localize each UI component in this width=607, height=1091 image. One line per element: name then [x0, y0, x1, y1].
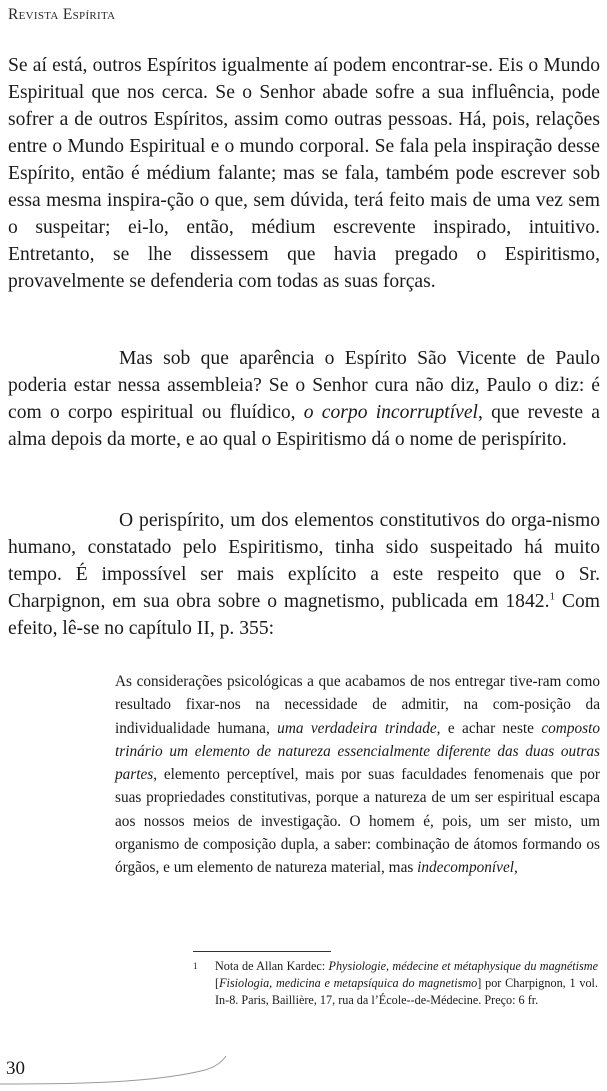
footnote-text-part: ] por Charpignon, 1 vol. In-8. Paris, Baillière, 17, rua da l’École--de-Médecine. Preço: 6 fr. [215, 976, 598, 1007]
footnote-reference[interactable]: 1 [549, 590, 555, 603]
footnote [193, 958, 598, 1009]
italic-phrase: o corpo incorruptível [303, 402, 478, 423]
body-paragraph-2 [8, 345, 600, 453]
paragraph-text-part: Mas sob que aparência o Espírito São Vicente de Paulo poderia estar nessa assembleia? Se o Senhor cura não diz, Paulo o diz: é com o corpo espiritual ou fluídico, [8, 348, 600, 423]
italic-phrase: composto trinário um elemento de natureza essencialmente diferente das duas outras partes [115, 719, 600, 784]
body-paragraph-3 [8, 507, 600, 642]
footnote-text [215, 958, 598, 1009]
paragraph-text: Se aí está, outros Espíritos igualmente aí podem encontrar-se. Eis o Mundo Espiritual que nos cerca. Se o Senhor abade sofre a sua influência, pode sofrer a de outros Espíritos, assim como outras pessoas. Há, pois, relações entre o Mundo Espiritual e o mundo corporal. Se fala pela inspiração desse Espírito, então é médium falante; mas se fala, também pode escrever sob essa mesma inspira-ção o que, sem dúvida, terá feito mais de uma vez sem o suspeitar; ei-lo, então, médium escrevente inspirado, intuitivo. Entretanto, se lhe dissessem que havia pregado o Espiritismo, provavelmente se defenderia com todas as suas forças. [8, 55, 600, 292]
italic-phrase: uma verdadeira trindade [277, 719, 437, 737]
block-quote [115, 670, 600, 880]
quote-text-part: As considerações psicológicas a que acabamos de nos entregar tive-ram como resultado fixar-nos na necessidade de admitir, na com-posição da individualidade humana, [115, 673, 600, 737]
footnote-divider [193, 951, 331, 952]
footnote-text-part: Nota de Allan Kardec: [215, 959, 329, 973]
italic-title: Fisiologia, medicina e metapsíquica do magnetismo [219, 976, 478, 990]
italic-title: Physiologie, médecine et métaphysique du magnétisme [328, 959, 598, 973]
page-number: 30 [6, 1058, 25, 1079]
paragraph-text-part: , que reveste a alma depois da morte, e ao qual o Espiritismo dá o nome de perispírito. [8, 402, 600, 450]
paragraph-text [8, 345, 600, 453]
body-paragraph-1 [8, 52, 600, 295]
footnote-number: 1 [193, 961, 198, 971]
running-header: Revista Espírita [8, 6, 116, 23]
footnote-text-part: [ [215, 976, 220, 990]
quote-text-part: , e achar neste [436, 719, 542, 737]
paragraph-text-part: Com efeito, lê-se no capítulo II, p. 355: [8, 591, 600, 639]
quote-text-part: , elemento perceptível, mais por suas faculdades fenomenais que por suas propriedades constitutivas, porque a natureza de um ser espiritual escapa aos nossos meios de investigação. O homem é, pois, um ser misto, um organismo de composição dupla, a saber: combinação de átomos formando os órgãos, e um elemento de natureza material, mas [115, 766, 600, 877]
italic-phrase: indecomponível, [417, 859, 518, 877]
paragraph-text-part: O perispírito, um dos elementos constitutivos do orga-nismo humano, constatado pelo Espiritismo, tinha sido suspeitado há muito tempo. É impossível ser mais explícito a este respeito que o Sr. Charpignon, em sua obra sobre o magnetismo, publicada em 1842. [8, 510, 600, 612]
paragraph-text [8, 507, 600, 642]
folio-decoration [0, 1040, 230, 1091]
